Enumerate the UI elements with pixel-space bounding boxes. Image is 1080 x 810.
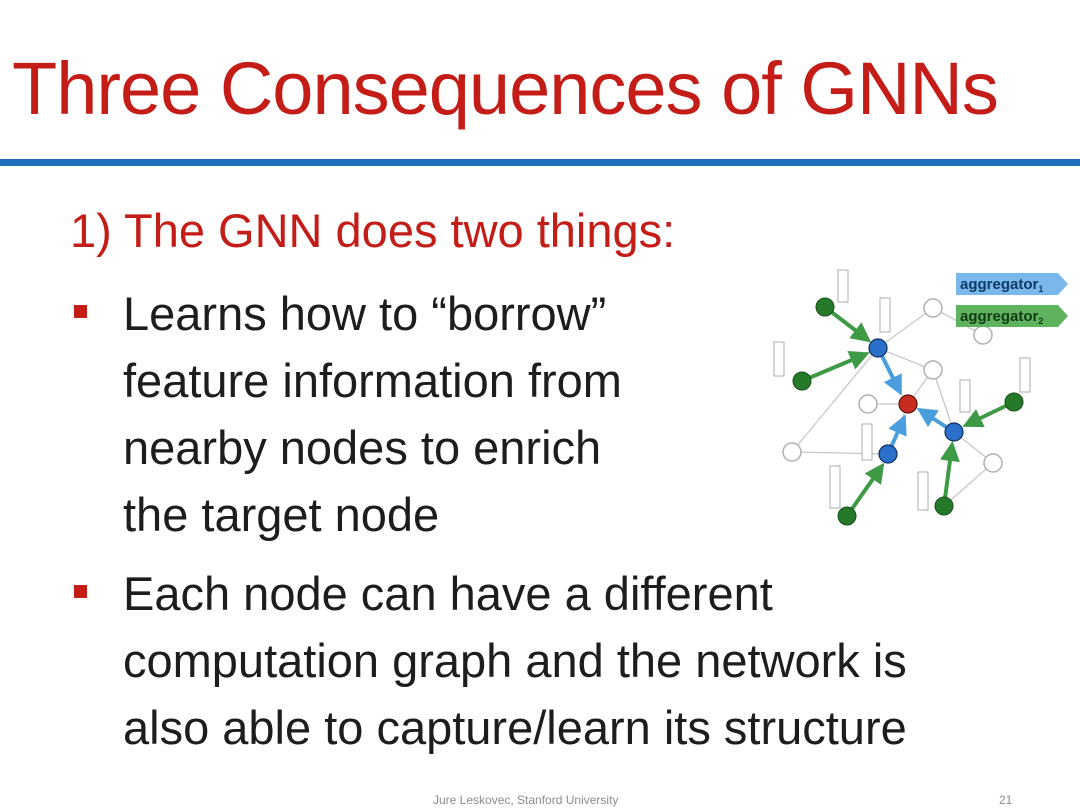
- target-node: [899, 395, 917, 413]
- bullet-1-text: [123, 280, 622, 548]
- bullet-marker: [74, 305, 87, 318]
- aggregator-2-label: aggregator: [960, 308, 1039, 325]
- bullet-2-line: Each node can have a different: [123, 567, 773, 620]
- gnn-computation-graph: [748, 260, 1070, 540]
- slide-subtitle: 1) The GNN does two things:: [70, 204, 676, 257]
- aggregator-2-legend: [956, 305, 1068, 327]
- bullet-1-line: nearby nodes to enrich: [123, 421, 602, 474]
- bullet-marker: [74, 585, 87, 598]
- slide-footer: [0, 793, 1080, 810]
- bullet-2-line: also able to capture/learn its structure: [123, 701, 907, 754]
- aggregator-1-legend: [956, 273, 1068, 295]
- bullet-1-line: the target node: [123, 488, 440, 541]
- aggregator-1-label: aggregator: [960, 276, 1039, 293]
- bullet-1-line: Learns how to “borrow”: [123, 287, 607, 340]
- slide-title: Three Consequences of GNNs: [12, 47, 998, 130]
- svg-text:aggregator2: [960, 308, 1043, 326]
- bullet-2-text: [123, 560, 907, 761]
- svg-text:aggregator1: [960, 276, 1043, 294]
- title-divider: [0, 159, 1080, 166]
- footer-credit: Jure Leskovec, Stanford University: [433, 793, 619, 807]
- bullet-2-line: computation graph and the network is: [123, 634, 907, 687]
- page-number: 21: [999, 793, 1013, 807]
- bullet-1-line: feature information from: [123, 354, 622, 407]
- aggregator-1-sub: 1: [1038, 284, 1044, 294]
- aggregator-2-sub: 2: [1038, 316, 1044, 326]
